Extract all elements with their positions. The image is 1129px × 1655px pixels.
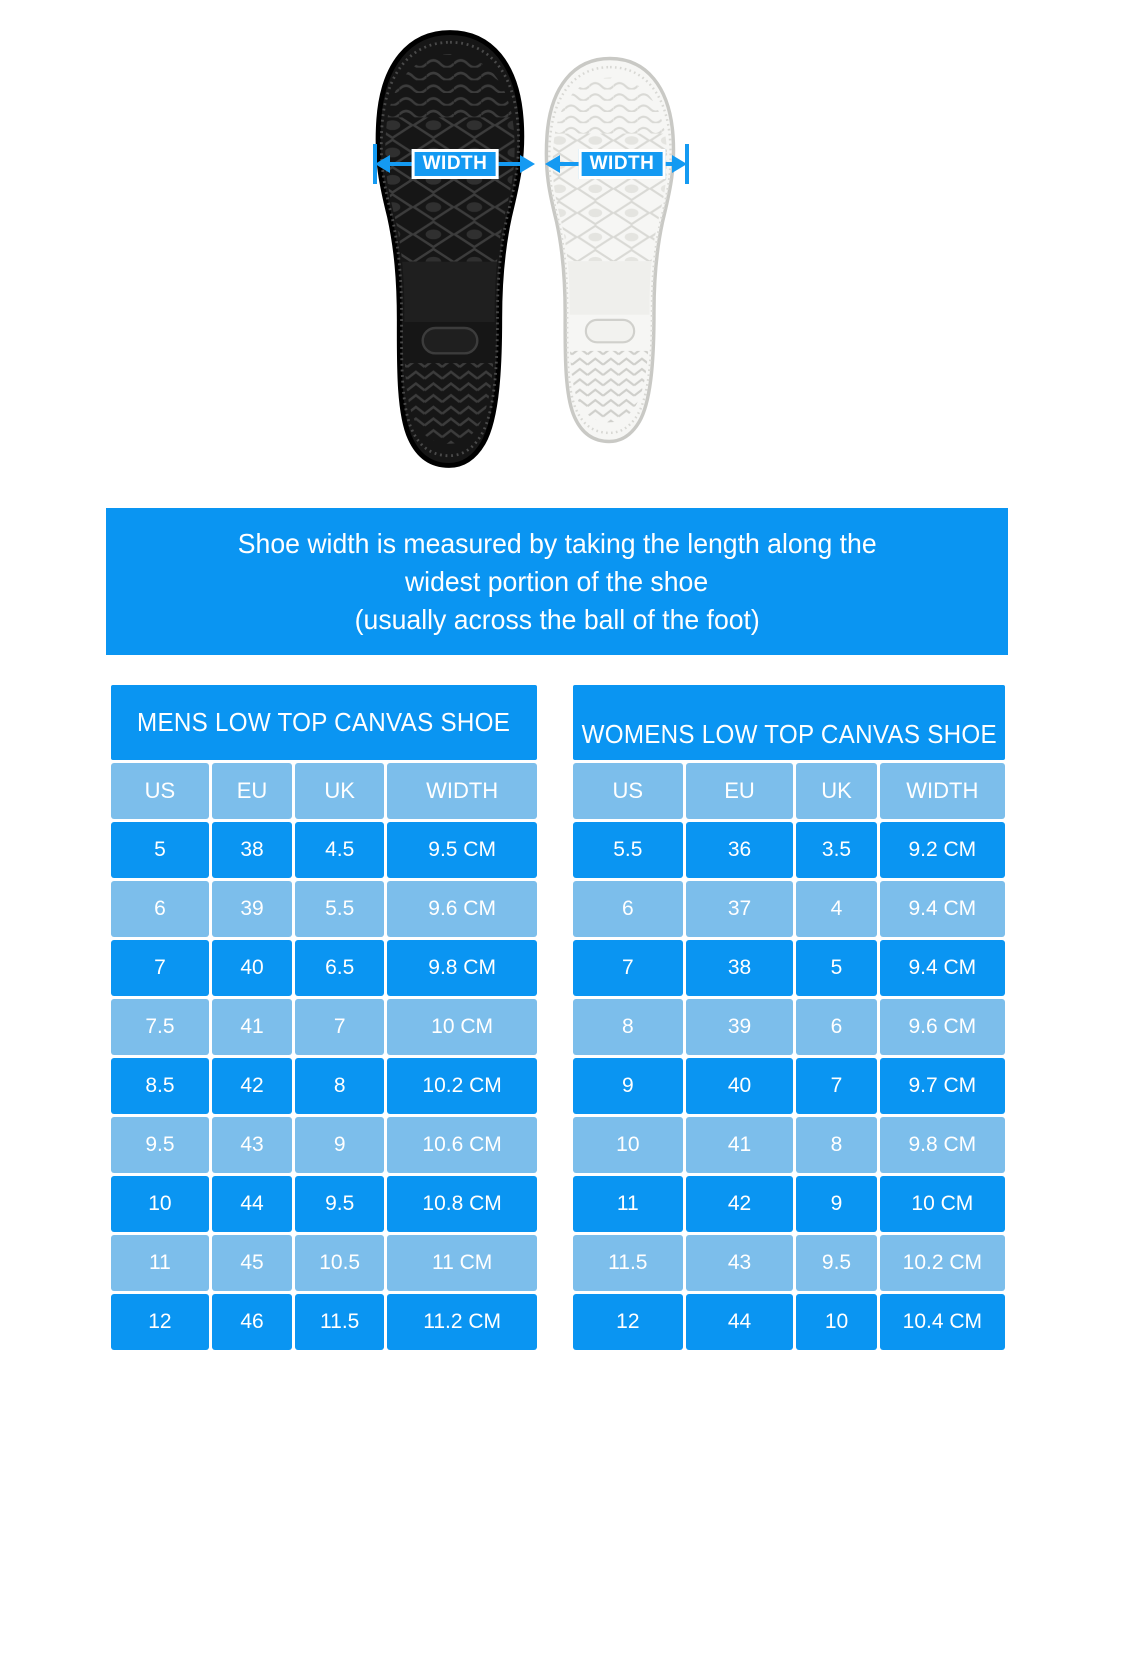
black-sole-image <box>372 26 528 472</box>
width-label: WIDTH <box>579 149 666 179</box>
cell-width: 9.8 CM <box>880 1117 1005 1173</box>
cell-us: 10 <box>573 1117 683 1173</box>
cell-uk: 10.5 <box>295 1235 384 1291</box>
mens-size-table <box>111 685 537 1350</box>
cell-uk: 10 <box>796 1294 876 1350</box>
cell-us: 6 <box>573 881 683 937</box>
col-header-us: US <box>111 763 209 819</box>
cell-uk: 11.5 <box>295 1294 384 1350</box>
banner-line-2: widest portion of the shoe <box>405 565 709 597</box>
cell-eu: 39 <box>212 881 292 937</box>
width-label: WIDTH <box>412 149 499 179</box>
cell-eu: 43 <box>686 1235 794 1291</box>
cell-us: 10 <box>111 1176 209 1232</box>
cell-eu: 40 <box>212 940 292 996</box>
cell-width: 10.2 CM <box>387 1058 537 1114</box>
cell-width: 10.6 CM <box>387 1117 537 1173</box>
cell-eu: 41 <box>686 1117 794 1173</box>
cell-eu: 44 <box>212 1176 292 1232</box>
cell-uk: 4 <box>796 881 876 937</box>
cell-width: 9.7 CM <box>880 1058 1005 1114</box>
col-header-eu: EU <box>212 763 292 819</box>
cell-us: 11.5 <box>573 1235 683 1291</box>
cell-eu: 38 <box>686 940 794 996</box>
cell-width: 9.6 CM <box>880 999 1005 1055</box>
cell-width: 10.8 CM <box>387 1176 537 1232</box>
cell-width: 11.2 CM <box>387 1294 537 1350</box>
cell-eu: 36 <box>686 822 794 878</box>
cell-us: 5 <box>111 822 209 878</box>
cell-eu: 45 <box>212 1235 292 1291</box>
cell-width: 9.6 CM <box>387 881 537 937</box>
col-header-uk: UK <box>295 763 384 819</box>
white-sole-graphic <box>541 30 679 470</box>
cell-width: 9.4 CM <box>880 881 1005 937</box>
cell-uk: 7 <box>796 1058 876 1114</box>
cell-width: 10 CM <box>387 999 537 1055</box>
white-sole-image <box>541 30 679 470</box>
measure-tick <box>685 144 689 184</box>
cell-width: 9.4 CM <box>880 940 1005 996</box>
cell-us: 11 <box>573 1176 683 1232</box>
cell-us: 12 <box>573 1294 683 1350</box>
cell-us: 9 <box>573 1058 683 1114</box>
cell-eu: 40 <box>686 1058 794 1114</box>
mens-table-title: MENS LOW TOP CANVAS SHOE <box>111 685 537 760</box>
cell-uk: 9 <box>796 1176 876 1232</box>
info-banner <box>106 508 1008 655</box>
banner-line-3: (usually across the ball of the foot) <box>354 603 760 635</box>
cell-us: 7 <box>573 940 683 996</box>
cell-eu: 43 <box>212 1117 292 1173</box>
cell-uk: 7 <box>295 999 384 1055</box>
cell-eu: 42 <box>686 1176 794 1232</box>
cell-uk: 9.5 <box>295 1176 384 1232</box>
womens-size-table <box>573 685 1005 1350</box>
cell-uk: 6.5 <box>295 940 384 996</box>
cell-width: 9.5 CM <box>387 822 537 878</box>
cell-eu: 37 <box>686 881 794 937</box>
cell-width: 11 CM <box>387 1235 537 1291</box>
cell-eu: 44 <box>686 1294 794 1350</box>
cell-us: 7.5 <box>111 999 209 1055</box>
cell-uk: 8 <box>796 1117 876 1173</box>
cell-us: 11 <box>111 1235 209 1291</box>
cell-eu: 46 <box>212 1294 292 1350</box>
cell-width: 9.2 CM <box>880 822 1005 878</box>
cell-width: 10 CM <box>880 1176 1005 1232</box>
cell-eu: 41 <box>212 999 292 1055</box>
col-header-us: US <box>573 763 683 819</box>
cell-us: 8 <box>573 999 683 1055</box>
cell-uk: 3.5 <box>796 822 876 878</box>
cell-eu: 39 <box>686 999 794 1055</box>
col-header-width: WIDTH <box>387 763 537 819</box>
cell-uk: 8 <box>295 1058 384 1114</box>
cell-us: 7 <box>111 940 209 996</box>
arrow-right-icon <box>520 155 535 173</box>
cell-uk: 4.5 <box>295 822 384 878</box>
womens-table-title: WOMENS LOW TOP CANVAS SHOE <box>573 685 1005 760</box>
cell-us: 5.5 <box>573 822 683 878</box>
cell-uk: 9 <box>295 1117 384 1173</box>
col-header-width: WIDTH <box>880 763 1005 819</box>
cell-us: 12 <box>111 1294 209 1350</box>
cell-us: 8.5 <box>111 1058 209 1114</box>
width-measure-white-sole <box>543 144 689 184</box>
black-sole-graphic <box>372 26 528 472</box>
cell-uk: 6 <box>796 999 876 1055</box>
cell-eu: 38 <box>212 822 292 878</box>
cell-width: 9.8 CM <box>387 940 537 996</box>
cell-uk: 9.5 <box>796 1235 876 1291</box>
col-header-eu: EU <box>686 763 794 819</box>
cell-uk: 5 <box>796 940 876 996</box>
banner-line-1: Shoe width is measured by taking the length along the <box>237 527 877 559</box>
cell-uk: 5.5 <box>295 881 384 937</box>
cell-eu: 42 <box>212 1058 292 1114</box>
col-header-uk: UK <box>796 763 876 819</box>
width-measure-black-sole <box>373 144 537 184</box>
cell-width: 10.4 CM <box>880 1294 1005 1350</box>
cell-width: 10.2 CM <box>880 1235 1005 1291</box>
cell-us: 9.5 <box>111 1117 209 1173</box>
cell-us: 6 <box>111 881 209 937</box>
